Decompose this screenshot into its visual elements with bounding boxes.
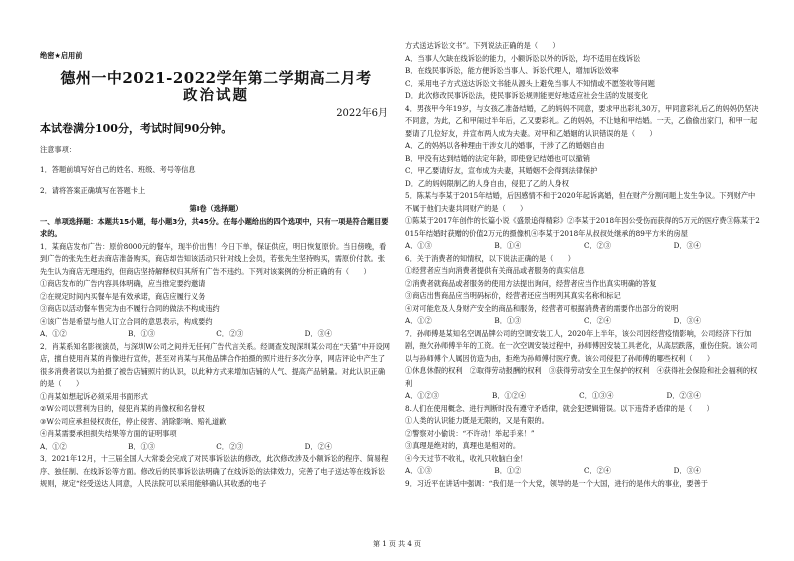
- option: B．①②④: [492, 391, 527, 400]
- option-line: D．此次修改民事诉讼法，使民事诉讼规则能更好地适应社会生活的发展变化: [405, 91, 648, 100]
- statement: ③商店以活动餐车售完为由不履行合同的做法不构成违约: [40, 304, 220, 313]
- exam-subject: 政治试题: [183, 87, 249, 104]
- statement: ①人类的认识能力既是无限的，又是有限的。: [405, 416, 549, 425]
- options-q2: [40, 441, 392, 454]
- option: A．①②: [40, 441, 67, 451]
- option-line: A．当事人欠缺在线诉讼的能力，小额诉讼以外的诉讼，均不适用在线诉讼: [405, 53, 641, 63]
- statement: ③商店出售商品应当明码标价，经营者还应当明列其真实名称和标记: [405, 291, 621, 300]
- option: D．③④: [673, 466, 701, 475]
- statement: ④肖某需要承担损失结果等方面的证明事项: [40, 429, 177, 438]
- option: A．①②: [40, 329, 67, 338]
- statement: ②在规定时间内买餐车是有效承诺，商店应履行义务: [40, 291, 206, 301]
- statement: ①肖某如想起诉必须采用书面形式: [40, 391, 148, 401]
- option: A．①②: [405, 316, 432, 325]
- question-2: 2．肖某系知名影视演员，与深圳W公司之间并无任何广告代言关系。经调查发现深圳某公司在“天猫”中开设网店，擅自使用肖某的肖像进行宣传，甚至对肖某与其他品牌合作拍摄的照片进行多次分享，网店评论中产生了很多消费者误以为拍摄了被告店铺照片的认识，以此种方式来增加店铺的人气、提高产品销量。对此认识正确的是（ ）: [40, 341, 390, 388]
- exam-title: 德州一中2021-2022学年第二学期高二月考: [60, 68, 372, 87]
- option-line: C．采用电子方式送达诉讼文书能从源头上避免当事人不知情或不愿签收等问题: [405, 78, 655, 88]
- page-number: 第 1 页 共 4 页: [372, 540, 422, 548]
- option: B．①②: [494, 466, 522, 475]
- statement: ②警察对小偷说：“不许动！举起手来！”: [405, 428, 535, 438]
- statement: ③W公司应承担侵权责任，停止侵害、消除影响、赔礼道歉: [40, 416, 227, 426]
- options-q6: [405, 315, 761, 328]
- statement: ①陈某于2017年创作的长篇小说《盛景追得精彩》②李某于2018年因公受伤而获得的5万元的医疗费③陈某于2015年结婚时获赠的价值2万元的摄像机④李某于2018年从叔叔处继承的89平方米的房屋: [405, 216, 760, 238]
- option-line: A．乙的妈妈以各种理由干涉女儿的婚事，干涉了乙的婚姻自由: [405, 141, 605, 150]
- statement: ③真理是绝对的，真理也是相对的。: [405, 441, 521, 450]
- secret-label: 绝密★启用前: [40, 51, 83, 60]
- question-9: 9．习近平在讲话中强调：“我们是一个大党，领导的是一个大国，进行的是伟大的事业，要善于: [405, 478, 708, 488]
- question-1: 1．某商店发布广告：原价8000元的餐车，现半价出售！今日下单，保证供应，明日恢复原价。当日傍晚，看到广告的张先生赶去商店准备购买，商店却告知该活动只针对线上会员，若张先生坚持购买，需原价付款。张先生认为商店无理违约，但商店坚持解释权归其所有广告不违约。下列对该案例的分析正确的有（ ）: [40, 241, 387, 276]
- left-column: [40, 40, 392, 491]
- option: A．①③: [405, 466, 432, 475]
- option: D．③④: [673, 316, 701, 325]
- option: D．③④: [304, 329, 332, 338]
- option: A．①②③: [405, 391, 439, 400]
- option: D．③④: [673, 241, 701, 250]
- options-q7: [405, 390, 761, 403]
- statement: ①经营者应当向消费者提供有关商品或者服务的真实信息: [405, 266, 585, 275]
- question-4: 4．男孩甲今年19岁，与女孩乙准备结婚，乙的妈妈不同意，要求甲出彩礼30万，甲同意彩礼后乙的妈妈仍坚决不同意，为此，乙和甲闹过半年后，乙又要彩礼。乙的妈妈，不让她和甲结婚。一天，乙偷偷出家门，和甲一起要请了几位好友，并宣布两人成为夫妻。对甲和乙婚姻的认识错误的是（ ）: [405, 103, 759, 138]
- question-8: 8.人们在使用概念、进行判断时没有遵守矛盾律，就会犯逻辑错误。以下违背矛盾律的是（ ）: [405, 403, 714, 413]
- notice-label: 注意事项：: [40, 144, 76, 154]
- right-column: [405, 40, 761, 490]
- option: B．①③: [128, 329, 155, 338]
- exam-date: 2022年6月: [336, 107, 388, 119]
- question-3: 3．2021年12月，十三届全国人大常委会完成了对民事诉讼法的修改，此次修改涉及小额诉讼的程序、简易程序、独任制、在线诉讼等方面。修改后的民事诉讼法明确了在线诉讼的法律效力，完善了电子送达等在线诉讼规则，规定“经受送达人同意，人民法院可以采用能够确认其收悉的电子: [40, 454, 389, 488]
- statement: ①休息休假的权利 ②取得劳动报酬的权利 ③获得劳动安全卫生保护的权利 ④获得社会保险和社会福利的权利: [405, 366, 758, 388]
- option: C．②④: [583, 316, 611, 325]
- statement: ②消费者就商品或者服务的使用方法提出询问，经营者应当作出真实明确的答复: [405, 278, 657, 288]
- notice-item: 2．请将答案正确填写在答题卡上: [40, 185, 146, 195]
- option: A．①③: [405, 241, 432, 250]
- option: C．②③: [583, 241, 611, 250]
- option: B．①③: [128, 441, 155, 451]
- option: C．②③: [216, 441, 244, 451]
- statement: ①商店发布的广告内容具体明确，应当推定要约邀请: [40, 279, 206, 288]
- option: B．①④: [494, 241, 522, 250]
- section-title: 一、单项选择题：本题共15小题，每小题3分，共45分。在每小题给出的四个选项中，只有一项是符合题目要求的。: [40, 216, 389, 238]
- question-3-cont: 方式送达诉讼文书”。下列说法正确的是（ ）: [405, 41, 560, 50]
- option: B．①③: [494, 316, 522, 325]
- notice-item: 1．答题前填写好自己的姓名、班级、考号等信息: [40, 165, 196, 174]
- option: D．②③④: [666, 391, 701, 400]
- option: C．②③: [216, 329, 244, 338]
- statement: ②W公司以营利为目的，侵犯肖某的肖像权和名誉权: [40, 404, 205, 413]
- option-line: B．在线民事诉讼，能方便诉讼当事人、诉讼代理人，增加诉讼效率: [405, 66, 619, 75]
- option: C．①③④: [579, 391, 614, 400]
- question-6: 6．关于消费者的知情权，以下说法正确的是（ ）: [405, 253, 575, 263]
- statement: ④对可能危及人身财产安全的商品和服务，经营者可根据消费者的需要作出部分的说明: [405, 303, 679, 313]
- options-q8: [405, 465, 761, 478]
- statement: ④今天过节不收礼，收礼只收脑白金！: [405, 453, 528, 463]
- statement: ④该广告是希望与他人订立合同的意思表示，构成要约: [40, 316, 213, 326]
- option-line: D．乙的妈妈限制乙的人身自由，侵犯了乙的人身权: [405, 178, 569, 188]
- option: C．②④: [583, 466, 611, 475]
- options-q5: [405, 240, 761, 253]
- option-line: B．甲没有达到结婚的法定年龄，即使登记结婚也可以撤销: [405, 153, 590, 163]
- part-title: 第Ⅰ卷（选择题）: [189, 204, 243, 213]
- question-7: 7．孙师傅是某知名空调品牌公司的空调安装工人，2020年上半年，该公司因经营疫情影响，公司经济下行加剧，拖欠孙师傅半年的工资。在一次空调安装过程中，孙师傅因安装工具老化，从高层跌落，重伤住院。该公司以与孙师傅个人属因仿造为由，拒绝为孙师傅付医疗费。该公司侵犯了孙师傅的哪些权利（ ）: [405, 328, 758, 363]
- option-line: C．甲乙要请好友，宣布成为夫妻，其婚姻不会得到法律保护: [405, 166, 598, 175]
- score-info: 本试卷满分100分，考试时间90分钟。: [40, 122, 233, 135]
- question-5: 5．陈某与李某于2015年结婚，后因感情不和于2020年起诉离婚，但在财产分割问题上发生争议。下列财产中不属于他们夫妻共同财产的是（ ）: [405, 191, 756, 213]
- options-q1: [40, 328, 392, 341]
- option: D．②④: [304, 441, 332, 451]
